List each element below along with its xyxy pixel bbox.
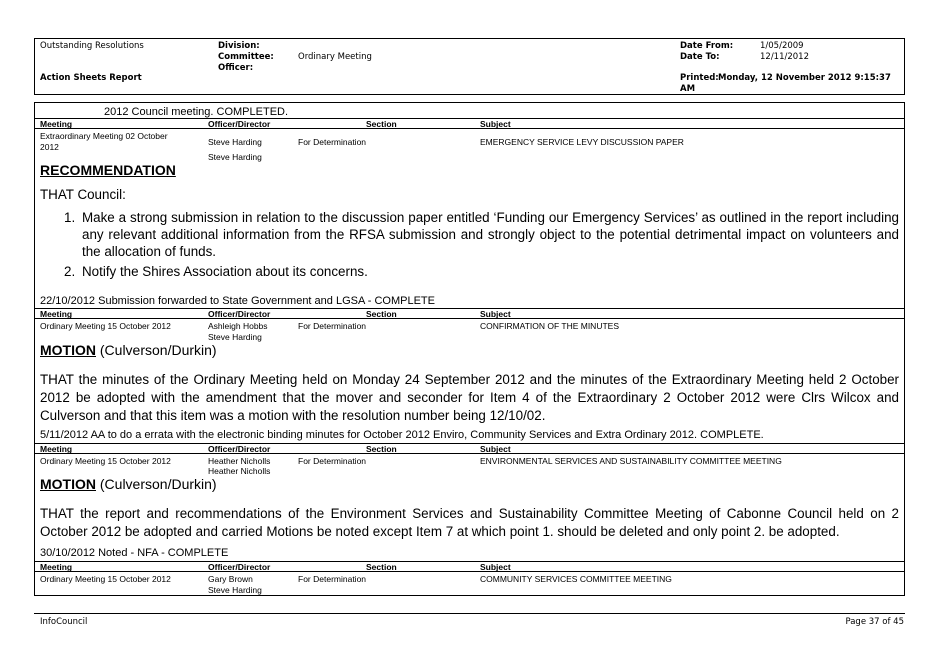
item2-meeting: Ordinary Meeting 15 October 2012 xyxy=(40,321,171,331)
item3-heading-suffix: (Culverson/Durkin) xyxy=(96,476,217,492)
col-officer: Officer/Director xyxy=(208,562,271,572)
item1-officer: Steve Harding xyxy=(208,137,262,147)
item2-officer: Ashleigh Hobbs xyxy=(208,321,268,331)
committee-value: Ordinary Meeting xyxy=(298,52,372,62)
item1-list-item xyxy=(64,209,899,261)
date-to-label: Date To: xyxy=(680,52,720,62)
col-officer: Officer/Director xyxy=(208,309,271,319)
list-text: Notify the Shires Association about its concerns. xyxy=(82,264,368,279)
col-officer: Officer/Director xyxy=(208,119,271,129)
column-header-row xyxy=(34,561,905,572)
printed-value-2: AM xyxy=(680,84,696,94)
item1-meeting: Extraordinary Meeting 02 October xyxy=(40,131,168,141)
item1-intro: THAT Council: xyxy=(40,187,126,202)
col-section: Section xyxy=(366,119,397,129)
printed-label: Printed: xyxy=(680,73,719,83)
item3-meeting: Ordinary Meeting 15 October 2012 xyxy=(40,456,171,466)
item4-officer: Gary Brown xyxy=(208,574,253,584)
footer-left: InfoCouncil xyxy=(40,617,88,627)
list-number: 2. xyxy=(64,264,76,279)
col-officer: Officer/Director xyxy=(208,444,271,454)
item2-heading-line xyxy=(40,342,217,358)
col-section: Section xyxy=(366,562,397,572)
item2-subject: CONFIRMATION OF THE MINUTES xyxy=(480,321,619,331)
top-note: 2012 Council meeting. COMPLETED. xyxy=(104,106,289,118)
item1-list-item xyxy=(64,263,899,281)
item2-heading-suffix: (Culverson/Durkin) xyxy=(96,342,217,358)
committee-label: Committee: xyxy=(218,52,274,62)
date-to-value: 12/11/2012 xyxy=(760,52,809,62)
date-from-value: 1/05/2009 xyxy=(760,41,804,51)
report-name: Outstanding Resolutions xyxy=(40,41,144,51)
item3-section: For Determination xyxy=(298,456,367,466)
col-meeting: Meeting xyxy=(40,309,73,319)
item4-subject: COMMUNITY SERVICES COMMITTEE MEETING xyxy=(480,574,672,584)
item1-subject: EMERGENCY SERVICE LEVY DISCUSSION PAPER xyxy=(480,137,684,147)
item3-body: THAT the report and recommendations of the Environment Services and Sustainability Committee Meeting of Cabonne Council held on 2 October 2012 be adopted and carried Motions be noted except Item 7 at which point 1. should be deleted and only point 2. be adopted. xyxy=(40,506,899,539)
col-subject: Subject xyxy=(480,119,511,129)
footer-divider xyxy=(34,613,905,614)
col-meeting: Meeting xyxy=(40,562,73,572)
report-type: Action Sheets Report xyxy=(40,73,142,83)
item1-heading: RECOMMENDATION xyxy=(40,162,176,178)
item2-director: Steve Harding xyxy=(208,332,262,342)
col-subject: Subject xyxy=(480,309,511,319)
item4-section: For Determination xyxy=(298,574,367,584)
col-meeting: Meeting xyxy=(40,119,73,129)
officer-label: Officer: xyxy=(218,63,254,73)
date-from-label: Date From: xyxy=(680,41,734,51)
item3-subject: ENVIRONMENTAL SERVICES AND SUSTAINABILITY COMMITTEE MEETING xyxy=(480,456,782,466)
item3-note: 30/10/2012 Noted - NFA - COMPLETE xyxy=(40,547,229,559)
col-section: Section xyxy=(366,444,397,454)
list-text: Make a strong submission in relation to the discussion paper entitled ‘Funding our Emergency Services’ as outlined in the report including any relevant additional information from the RFSA submission and strongly object to the potential detrimental impact on volunteers and the allocation of funds. xyxy=(82,210,899,259)
column-header-row xyxy=(34,443,905,454)
column-header-row xyxy=(34,308,905,319)
item3-director: Heather Nicholls xyxy=(208,466,271,476)
list-number: 1. xyxy=(64,210,76,225)
item3-officer: Heather Nicholls xyxy=(208,456,271,466)
division-label: Division: xyxy=(218,41,260,51)
page-number: Page 37 of 45 xyxy=(845,617,904,627)
item2-note: 5/11/2012 AA to do a errata with the electronic binding minutes for October 2012 Enviro, Community Services and Extra Ordinary 2012. COMPLETE. xyxy=(40,429,764,441)
item1-director: Steve Harding xyxy=(208,152,262,162)
item3-heading-line xyxy=(40,476,217,492)
column-header-row xyxy=(34,118,905,129)
item3-heading: MOTION xyxy=(40,476,96,492)
item4-meeting: Ordinary Meeting 15 October 2012 xyxy=(40,574,171,584)
col-subject: Subject xyxy=(480,444,511,454)
col-section: Section xyxy=(366,309,397,319)
item1-section: For Determination xyxy=(298,137,367,147)
col-subject: Subject xyxy=(480,562,511,572)
item1-meeting-2: 2012 xyxy=(40,142,59,152)
item2-body: THAT the minutes of the Ordinary Meeting held on Monday 24 September 2012 and the minutes of the Extraordinary Meeting held 2 October 2012 be adopted with the amendment that the mover and seconder for Item 4 of the Extraordinary 2 October 2012 were Clrs Wilcox and Culverson and that this item was a motion with the resolution number being 12/10/02. xyxy=(40,372,899,423)
item1-note: 22/10/2012 Submission forwarded to State Government and LGSA - COMPLETE xyxy=(40,295,435,307)
printed-value: Monday, 12 November 2012 9:15:37 xyxy=(718,73,891,83)
item4-director: Steve Harding xyxy=(208,585,262,595)
col-meeting: Meeting xyxy=(40,444,73,454)
item2-heading: MOTION xyxy=(40,342,96,358)
item2-section: For Determination xyxy=(298,321,367,331)
